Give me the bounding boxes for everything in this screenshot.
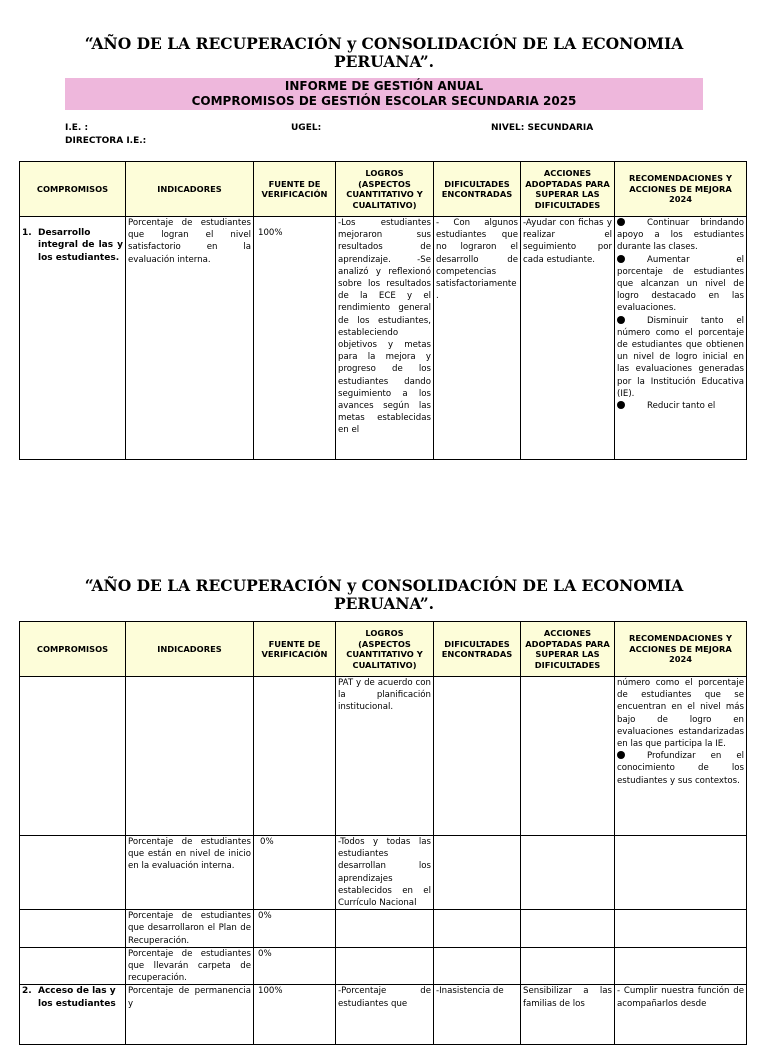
compromiso-text: Acceso de las y los estudiantes: [38, 986, 116, 1009]
indicador-cell: Porcentaje de estudiantes que están en nivel de inicio en la evaluación interna.: [126, 836, 254, 910]
banner-line-2: COMPROMISOS DE GESTIÓN ESCOLAR SECUNDARIA 2025: [191, 94, 577, 108]
table-row: [20, 947, 747, 985]
table-row: [20, 836, 747, 910]
indicador-cell: Porcentaje de estudiantes que llevarán carpeta de recuperación.: [126, 947, 254, 985]
headline-line-1: “AÑO DE LA RECUPERACIÓN y CONSOLIDACIÓN DE LA ECONOMIA: [84, 34, 684, 53]
header-recomendaciones: RECOMENDACIONES Y ACCIONES DE MEJORA 2024: [615, 622, 747, 677]
acciones-cell: [521, 836, 615, 910]
fuente-cell: 100%: [254, 985, 336, 1045]
fuente-cell: 0%: [254, 910, 336, 948]
recomendaciones-cell: [615, 217, 747, 460]
dificultades-cell: [434, 910, 521, 948]
ie-label: I.E. :: [65, 123, 89, 133]
recomendacion-continuation: número como el porcentaje de estudiantes que se encuentran en el nivel más bajo de logro en evaluaciones estandarizadas en las que participa la IE.: [617, 678, 744, 750]
dificultades-cell: [434, 677, 521, 836]
acciones-cell: [521, 947, 615, 985]
recomendaciones-cell: [615, 836, 747, 910]
dificultades-cell: [434, 836, 521, 910]
management-table-page2: [19, 621, 747, 1045]
fuente-cell: 0%: [254, 947, 336, 985]
bullet-icon: [617, 316, 625, 324]
nivel-label: NIVEL: SECUNDARIA: [491, 123, 594, 133]
logros-cell: -Porcentaje de estudiantes que: [336, 985, 434, 1045]
recomendaciones-cell: [615, 677, 747, 836]
ugel-label: UGEL:: [291, 123, 322, 133]
table-row: [20, 217, 747, 460]
logros-text: -Los estudiantes mejoraron sus resultados de aprendizaje. -Se analizó y reflexionó sobre los resultados de la ECE y el rendimiento general de los estudiantes, estableciendo objetivos y metas para la mejora y progreso de los estudiantes dando seguimiento a los avances según las metas establecidas en el: [338, 218, 431, 436]
compromiso-cell: [20, 217, 126, 460]
dificultades-cell: - Con algunos estudiantes que no lograron el desarrollo de competencias satisfactoriamente.: [434, 217, 521, 460]
dificultades-cell: -Inasistencia de: [434, 985, 521, 1045]
header-acciones: ACCIONES ADOPTADAS PARA SUPERAR LAS DIFICULTADES: [521, 162, 615, 217]
page2-headline: [40, 577, 728, 613]
recomendacion-item: Continuar brindando apoyo a los estudiantes durante las clases.: [617, 218, 744, 253]
management-table-page1: [19, 161, 747, 460]
logros-cell: [336, 217, 434, 460]
acciones-cell: -Ayudar con fichas y realizar el seguimiento por cada estudiante.: [521, 217, 615, 460]
acciones-cell: [521, 910, 615, 948]
fuente-cell: 100%: [254, 217, 336, 460]
header-acciones: ACCIONES ADOPTADAS PARA SUPERAR LAS DIFICULTADES: [521, 622, 615, 677]
indicador-cell: Porcentaje de estudiantes que desarrollaron el Plan de Recuperación.: [126, 910, 254, 948]
table-row: [20, 910, 747, 948]
indicador-cell: Porcentaje de permanencia y: [126, 985, 254, 1045]
headline-line-2: PERUANA”.: [333, 594, 435, 613]
recomendaciones-cell: [615, 947, 747, 985]
recomendacion-item: Disminuir tanto el número como el porcentaje de estudiantes que obtienen un nivel de logro inicial en las evaluaciones generadas por la Institución Educativa (IE).: [617, 315, 744, 399]
compromiso-number: 2.: [22, 986, 32, 997]
compromiso-cell: [20, 836, 126, 910]
recomendaciones-cell: - Cumplir nuestra función de acompañarlos desde: [615, 985, 747, 1045]
header-recomendaciones: RECOMENDACIONES Y ACCIONES DE MEJORA 2024: [615, 162, 747, 217]
page1-headline: [40, 35, 728, 71]
recomendacion-item: Profundizar en el conocimiento de los estudiantes y sus contextos.: [617, 751, 744, 786]
logros-cell: PAT y de acuerdo con la planificación institucional.: [336, 677, 434, 836]
acciones-cell: [521, 677, 615, 836]
bullet-icon: [617, 255, 625, 263]
table-header-row: [20, 162, 747, 217]
bullet-icon: [617, 751, 625, 759]
header-indicadores: INDICADORES: [126, 162, 254, 217]
header-compromisos: COMPROMISOS: [20, 622, 126, 677]
logros-cell: [336, 947, 434, 985]
bullet-icon: [617, 218, 625, 226]
header-compromisos: COMPROMISOS: [20, 162, 126, 217]
bullet-icon: [617, 401, 625, 409]
acciones-cell: Sensibilizar a las familias de los: [521, 985, 615, 1045]
table-row: [20, 677, 747, 836]
compromiso-cell: [20, 947, 126, 985]
banner-line-1: INFORME DE GESTIÓN ANUAL: [284, 79, 484, 93]
table-row: [20, 985, 747, 1045]
fuente-cell: 0%: [254, 836, 336, 910]
header-logros: LOGROS (ASPECTOS CUANTITATIVO Y CUALITATIVO): [336, 162, 434, 217]
header-indicadores: INDICADORES: [126, 622, 254, 677]
logros-cell: -Todos y todas las estudiantes desarrollan los aprendizajes establecidos en el Currículo Nacional: [336, 836, 434, 910]
report-title-banner: [65, 78, 703, 110]
recomendaciones-cell: [615, 910, 747, 948]
table-header-row: [20, 622, 747, 677]
indicador-cell: [126, 677, 254, 836]
compromiso-cell: [20, 677, 126, 836]
compromiso-cell: [20, 910, 126, 948]
compromiso-text: Desarrollo integral de las y los estudiantes.: [38, 228, 123, 263]
headline-line-1: “AÑO DE LA RECUPERACIÓN y CONSOLIDACIÓN DE LA ECONOMIA: [84, 576, 684, 595]
header-fuente: FUENTE DE VERIFICACIÓN: [254, 622, 336, 677]
logros-cell: [336, 910, 434, 948]
recomendacion-item: Aumentar el porcentaje de estudiantes que alcanzan un nivel de logro destacado en las evaluaciones.: [617, 254, 744, 314]
header-fuente: FUENTE DE VERIFICACIÓN: [254, 162, 336, 217]
fuente-cell: [254, 677, 336, 836]
indicador-cell: Porcentaje de estudiantes que logran el nivel satisfactorio en la evaluación interna.: [126, 217, 254, 460]
dificultades-cell: [434, 947, 521, 985]
header-dificultades: DIFICULTADES ENCONTRADAS: [434, 162, 521, 217]
compromiso-cell: [20, 985, 126, 1045]
compromiso-number: 1.: [22, 228, 32, 238]
header-logros: LOGROS (ASPECTOS CUANTITATIVO Y CUALITATIVO): [336, 622, 434, 677]
header-dificultades: DIFICULTADES ENCONTRADAS: [434, 622, 521, 677]
headline-line-2: PERUANA”.: [333, 52, 435, 71]
recomendacion-item: Reducir tanto el: [617, 400, 744, 412]
directora-label: DIRECTORA I.E.:: [65, 136, 147, 146]
